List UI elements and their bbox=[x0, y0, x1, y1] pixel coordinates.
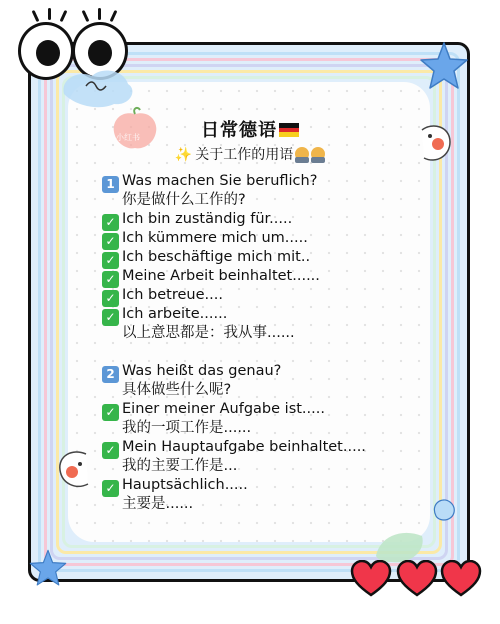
list-item bbox=[102, 248, 310, 269]
blue-squiggle-icon bbox=[428, 492, 462, 526]
list-item bbox=[102, 172, 317, 193]
list-item bbox=[102, 457, 237, 475]
line-text: 以上意思都是：我从事...... bbox=[122, 325, 295, 341]
worker-emoji-icon bbox=[311, 147, 325, 161]
subtitle bbox=[0, 144, 500, 164]
list-item bbox=[102, 286, 223, 307]
green-check-icon: ✓ bbox=[102, 442, 119, 459]
line-text: Einer meiner Aufgabe ist..... bbox=[122, 401, 325, 417]
list-item bbox=[102, 495, 193, 513]
list-item bbox=[102, 362, 281, 383]
line-text: 具体做些什么呢? bbox=[122, 382, 232, 398]
line-text: 我的主要工作是... bbox=[122, 458, 238, 474]
list-item bbox=[102, 438, 366, 459]
worker-emoji-icon bbox=[295, 147, 309, 161]
list-item bbox=[102, 267, 320, 288]
list-item bbox=[102, 191, 246, 209]
heart-icon bbox=[396, 560, 438, 598]
green-check-icon: ✓ bbox=[102, 404, 119, 421]
line-text: Was heißt das genau? bbox=[122, 363, 282, 379]
stamp-text: 小红书 bbox=[116, 133, 140, 142]
subtitle-text: 关于工作的用语 bbox=[195, 147, 294, 163]
line-text: 我的一项工作是...... bbox=[122, 420, 252, 436]
green-check-icon: ✓ bbox=[102, 233, 119, 250]
green-check-icon: ✓ bbox=[102, 252, 119, 269]
page-title bbox=[0, 116, 500, 142]
list-item bbox=[102, 210, 292, 231]
line-text: Ich bin zuständig für..... bbox=[122, 211, 293, 227]
list-item bbox=[102, 305, 227, 326]
green-check-icon: ✓ bbox=[102, 309, 119, 326]
list-item bbox=[102, 400, 325, 421]
line-text: Meine Arbeit beinhaltet...... bbox=[122, 268, 320, 284]
green-check-icon: ✓ bbox=[102, 214, 119, 231]
green-check-icon: ✓ bbox=[102, 290, 119, 307]
line-text: Ich arbeite...... bbox=[122, 306, 228, 322]
list-item bbox=[102, 229, 308, 250]
cute-face-icon bbox=[52, 446, 94, 492]
line-text: Mein Hauptaufgabe beinhaltet..... bbox=[122, 439, 366, 455]
star-icon bbox=[418, 40, 470, 92]
green-check-icon: ✓ bbox=[102, 480, 119, 497]
keycap-2-icon: 2 bbox=[102, 366, 119, 383]
heart-icon bbox=[350, 560, 392, 598]
line-text: Ich betreue.... bbox=[122, 287, 223, 303]
list-item bbox=[102, 324, 295, 342]
green-check-icon: ✓ bbox=[102, 271, 119, 288]
list-item bbox=[102, 381, 231, 399]
line-text: 你是做什么工作的? bbox=[122, 192, 246, 208]
star-icon bbox=[28, 548, 68, 588]
sparkle-icon: ✨ bbox=[174, 147, 193, 163]
line-text: Hauptsächlich..... bbox=[122, 477, 248, 493]
list-item bbox=[102, 419, 251, 437]
title-text: 日常德语 bbox=[201, 120, 277, 141]
line-text: Ich beschäftige mich mit.. bbox=[122, 249, 311, 265]
line-text: Ich kümmere mich um..... bbox=[122, 230, 308, 246]
german-flag-icon bbox=[279, 123, 299, 137]
list-item bbox=[102, 476, 248, 497]
line-text: Was machen Sie beruflich? bbox=[122, 173, 318, 189]
heart-icon bbox=[440, 560, 482, 598]
keycap-1-icon: 1 bbox=[102, 176, 119, 193]
line-text: 主要是...... bbox=[122, 496, 194, 512]
